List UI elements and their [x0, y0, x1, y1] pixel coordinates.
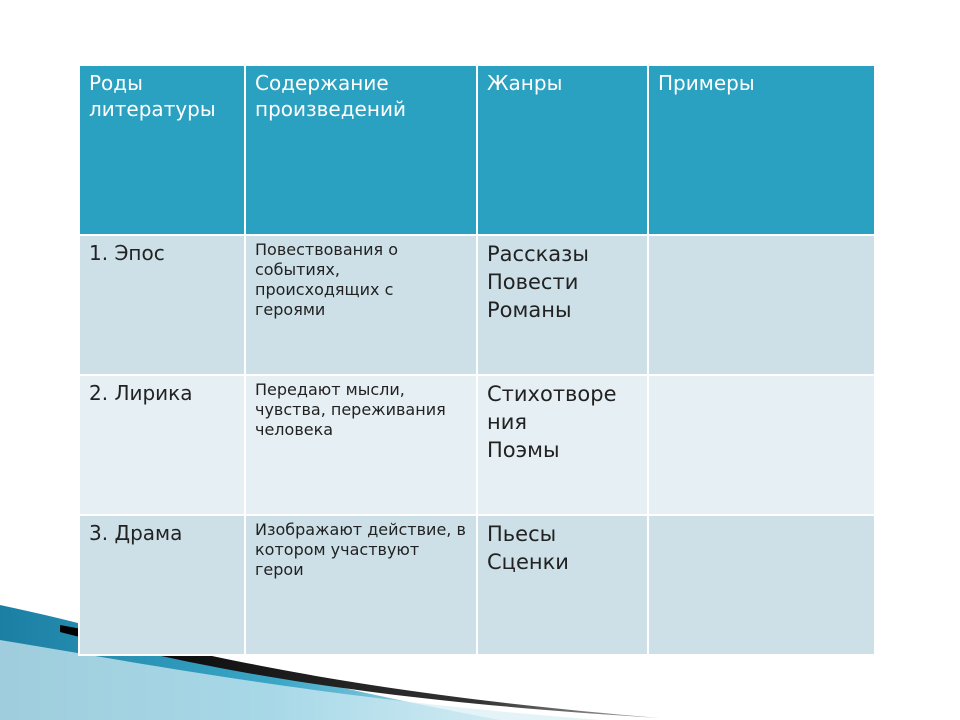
cell-kind: 2. Лирика [79, 375, 245, 515]
cell-examples [648, 375, 875, 515]
genre-item: Сценки [487, 550, 569, 574]
genre-item: Повести [487, 270, 579, 294]
genre-item: Рассказы [487, 242, 589, 266]
cell-content: Повествования о событиях, происходящих с героями [245, 235, 477, 375]
genre-item: Пьесы [487, 522, 557, 546]
header-genres: Жанры [477, 65, 648, 235]
cell-kind: 1. Эпос [79, 235, 245, 375]
cell-kind: 3. Драма [79, 515, 245, 655]
cell-genres [477, 375, 648, 515]
cell-examples [648, 515, 875, 655]
cell-genres [477, 235, 648, 375]
literature-genres-table [78, 64, 876, 656]
cell-content: Изображают действие, в котором участвуют герои [245, 515, 477, 655]
table-header-row [79, 65, 875, 235]
header-kinds: Роды литературы [79, 65, 245, 235]
table-row [79, 235, 875, 375]
cell-genres [477, 515, 648, 655]
genre-item: Поэмы [487, 438, 560, 462]
table-row [79, 375, 875, 515]
table-row [79, 515, 875, 655]
cell-examples [648, 235, 875, 375]
header-examples: Примеры [648, 65, 875, 235]
cell-content: Передают мысли, чувства, переживания человека [245, 375, 477, 515]
header-content: Содержание произведений [245, 65, 477, 235]
genre-item: Стихотворе ния [487, 382, 617, 434]
genre-item: Романы [487, 298, 572, 322]
